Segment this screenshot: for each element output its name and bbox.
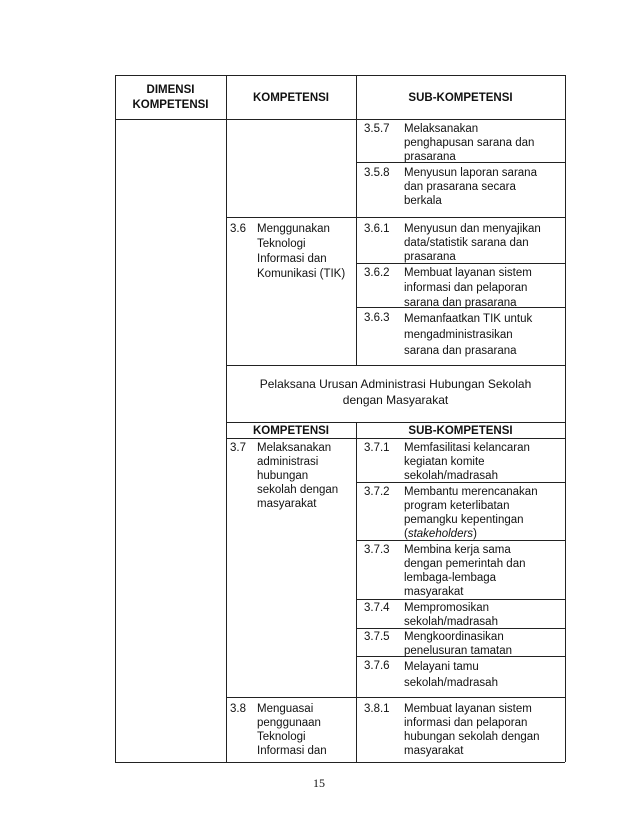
sub-text: Menyusun laporan sarana dan prasarana secara berkala [404, 167, 537, 207]
sub-sep-3.7.4 [356, 599, 565, 600]
row-sep-section-header [226, 422, 565, 423]
sub-text: Melayani tamu sekolah/madrasah [404, 661, 498, 689]
table-right-border [565, 75, 566, 762]
sub-text: Membina kerja sama dengan pemerintah dan lembaga-lembaga masyarakat [404, 544, 526, 598]
sub-text: Membantu merencanakan program keterlibatan pemangku kepentingan (stakeholders) [404, 486, 538, 540]
sub-number: 3.7.5 [364, 631, 390, 643]
sub-text: Melaksanakan penghapusan sarana dan prasarana [404, 123, 535, 163]
page-number: 15 [313, 776, 325, 790]
sub-text: Memfasilitasi kelancaran kegiatan komite sekolah/madrasah [404, 442, 530, 482]
col-dimensi-divider [226, 75, 227, 762]
header-dimensi-kompetensi: DIMENSI KOMPETENSI [132, 84, 209, 111]
row-sep-3.7 [226, 438, 565, 439]
sub-number: 3.6.2 [364, 267, 390, 279]
kompetensi-number: 3.8 [230, 703, 246, 715]
header-kompetensi: KOMPETENSI [252, 92, 330, 104]
sub-number: 3.6.3 [364, 312, 390, 324]
kompetensi-number: 3.7 [230, 442, 246, 454]
sub-text: Membuat layanan sistem informasi dan pelaporan hubungan sekolah dengan masyarakat [404, 703, 540, 757]
sub-number: 3.7.2 [364, 486, 390, 498]
kompetensi-text: Menggunakan Teknologi Informasi dan Komunikasi (TIK) [257, 223, 346, 280]
row-sep-section [226, 365, 565, 366]
row-sep-3.8 [226, 697, 565, 698]
table-bottom-border [115, 762, 565, 763]
sub-text: Menyusun dan menyajikan data/statistik sarana dan prasarana [404, 223, 541, 263]
section-header-sub-kompetensi: SUB-KOMPETENSI [408, 425, 513, 437]
table-top-border [115, 75, 565, 76]
section-header-kompetensi: KOMPETENSI [252, 425, 330, 437]
sub-text: Mengkoordinasikan penelusuran tamatan [404, 631, 513, 657]
sub-number: 3.7.6 [364, 660, 390, 672]
sub-number: 3.7.4 [364, 602, 390, 614]
col-komp-divider-2 [356, 422, 357, 762]
sub-number: 3.7.1 [364, 442, 390, 454]
sub-text: Membuat layanan sistem informasi dan pelaporan sarana dan prasarana [404, 267, 532, 309]
kompetensi-text: Melaksanakan administrasi hubungan sekolah dengan masyarakat [257, 442, 339, 510]
sub-number: 3.5.8 [364, 167, 390, 179]
sub-number: 3.7.3 [364, 544, 390, 556]
sub-number: 3.6.1 [364, 223, 390, 235]
section-title: Pelaksana Urusan Administrasi Hubungan Sekolah dengan Masyarakat [259, 377, 532, 407]
sub-text: Mempromosikan sekolah/madrasah [404, 602, 498, 628]
kompetensi-number: 3.6 [230, 223, 246, 235]
sub-text: Memanfaatkan TIK untuk mengadministrasikan sarana dan prasarana [404, 313, 533, 357]
sub-text-main: Membantu merencanakan program keterlibatan pemangku kepentingan [404, 486, 538, 526]
sub-number: 3.5.7 [364, 123, 390, 135]
sub-number: 3.8.1 [364, 703, 390, 715]
col-komp-divider-1 [356, 75, 357, 365]
kompetensi-text: Menguasai penggunaan Teknologi Informasi dan [257, 703, 327, 757]
table-left-border [115, 75, 116, 762]
header-sub-kompetensi: SUB-KOMPETENSI [408, 92, 513, 104]
header-bottom-border [115, 119, 565, 120]
sub-text-italic: stakeholders [407, 528, 474, 540]
row-sep-3.6 [226, 217, 565, 218]
